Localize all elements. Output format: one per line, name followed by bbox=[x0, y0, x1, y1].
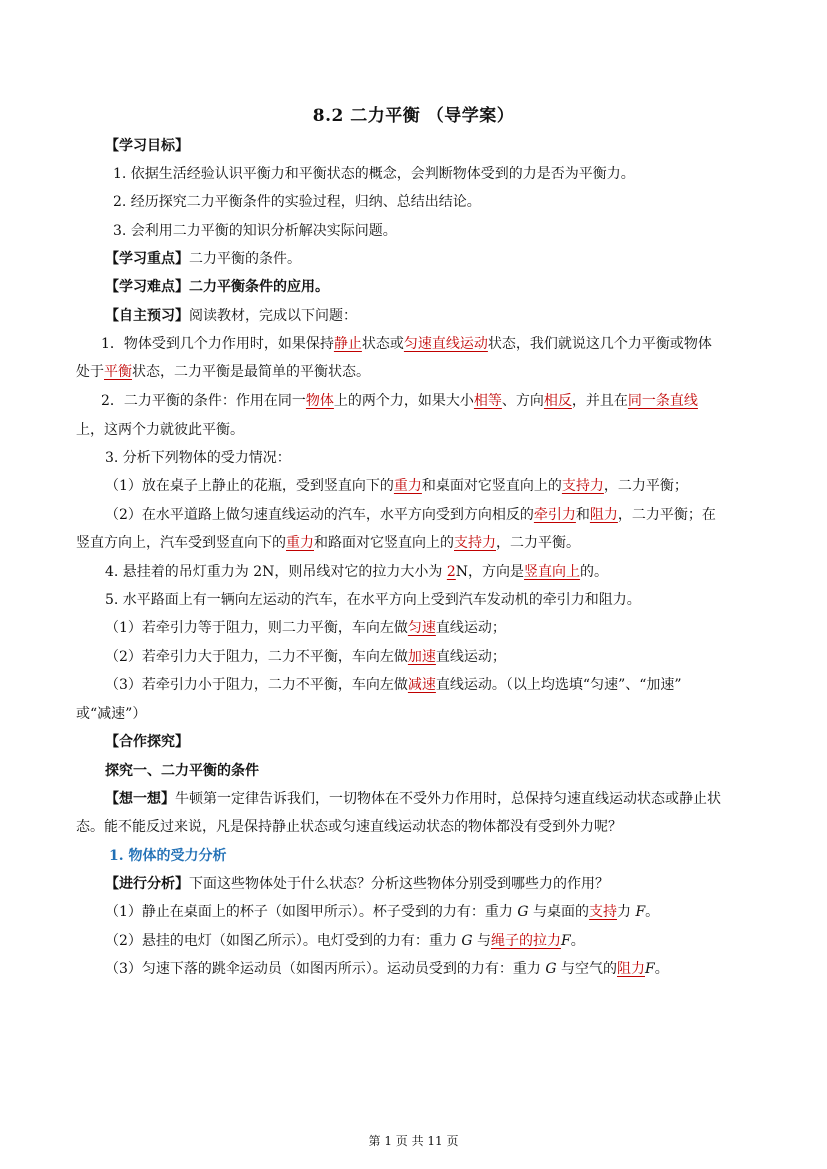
preview-q5-sub3 bbox=[105, 675, 682, 695]
q3-s2-answer-traction: 牵引力 bbox=[533, 507, 576, 523]
think-line1 bbox=[105, 789, 721, 809]
a2-symbol-g: G bbox=[461, 933, 473, 949]
preview-q5-sub2 bbox=[105, 647, 506, 667]
a3-symbol-f: F bbox=[645, 961, 655, 977]
a2-text-d: 。 bbox=[570, 933, 585, 949]
q3-s2-text-e: 和路面对它竖直向上的 bbox=[314, 535, 454, 551]
q1-answer-balance: 平衡 bbox=[104, 364, 132, 380]
q4-answer-direction: 竖直向上 bbox=[524, 564, 581, 580]
q1-text-d: 处于 bbox=[76, 364, 104, 380]
q2-answer-object: 物体 bbox=[305, 393, 334, 409]
key-point bbox=[105, 249, 301, 269]
a3-text-b: 与空气的 bbox=[556, 961, 617, 977]
preview-q3-sub2-line2 bbox=[76, 533, 580, 553]
page-title: 8.2 二力平衡 （导学案） bbox=[312, 106, 515, 126]
q3-s2-answer-resistance: 阻力 bbox=[589, 507, 618, 523]
q3-s2-text-c: ，二力平衡；在 bbox=[617, 507, 716, 523]
a1-text-b: 与桌面的 bbox=[528, 904, 589, 920]
preview-q5-sub1 bbox=[105, 618, 506, 638]
q4-text-a: 4. 悬挂着的吊灯重力为 2N，则吊线对它的拉力大小为 bbox=[105, 564, 447, 580]
analysis-item-2 bbox=[105, 931, 585, 951]
q2-answer-equal: 相等 bbox=[473, 393, 502, 409]
q2-text-d: ，并且在 bbox=[571, 393, 628, 409]
q2-answer-same-line: 同一条直线 bbox=[627, 393, 698, 409]
a3-answer: 阻力 bbox=[617, 961, 645, 977]
q3-s1-answer-support: 支持力 bbox=[561, 478, 604, 494]
preview-q2-line1 bbox=[101, 391, 698, 411]
think-line2: 态。能不能反过来说，凡是保持静止状态或匀速直线运动状态的物体都没有受到外力呢？ bbox=[76, 819, 622, 835]
q2-text-a: 2．二力平衡的条件：作用在同一 bbox=[101, 393, 306, 409]
q2-text-b: 上的两个力，如果大小 bbox=[333, 393, 474, 409]
q3-s2-text-f: ，二力平衡。 bbox=[496, 535, 580, 551]
think-label: 【想一想】 bbox=[105, 791, 175, 807]
cooperate-subheading: 探究一、二力平衡的条件 bbox=[105, 763, 259, 779]
key-point-heading: 【学习重点】 bbox=[105, 251, 189, 267]
analysis-item-1 bbox=[105, 902, 659, 922]
a1-text-d: 。 bbox=[645, 904, 660, 920]
q5-s2-text-a: （2）若牵引力大于阻力，二力不平衡，车向左做 bbox=[105, 649, 408, 665]
preview-heading: 【自主预习】 bbox=[105, 308, 189, 324]
q3-s1-text-b: 和桌面对它竖直向上的 bbox=[421, 478, 562, 494]
q1-answer-static: 静止 bbox=[333, 336, 362, 352]
a3-text-a: （3）匀速下落的跳伞运动员（如图丙所示）。运动员受到的力有：重力 bbox=[105, 961, 546, 977]
q5-s3-text-b: 直线运动。（以上均选填“匀速”、“加速” bbox=[435, 677, 682, 693]
preview-q5-intro: 5. 水平路面上有一辆向左运动的汽车，在水平方向上受到汽车发动机的牵引力和阻力。 bbox=[105, 592, 641, 608]
a2-symbol-f: F bbox=[561, 933, 571, 949]
q2-text-c: 、方向 bbox=[501, 393, 544, 409]
q3-s2-answer-support: 支持力 bbox=[454, 535, 496, 551]
q1-text-c: 状态，我们就说这几个力平衡或物体 bbox=[487, 336, 712, 352]
think-text-a: 牛顿第一定律告诉我们，一切物体在不受外力作用时，总保持匀速直线运动状态或静止状 bbox=[175, 791, 721, 807]
q3-s2-text-d: 竖直方向上，汽车受到竖直向下的 bbox=[76, 535, 286, 551]
page-footer: 第 1 页 共 11 页 bbox=[368, 1134, 459, 1148]
goals-heading: 【学习目标】 bbox=[105, 138, 189, 154]
q1-text-b: 状态或 bbox=[361, 336, 404, 352]
q1-text-e: 状态，二力平衡是最简单的平衡状态。 bbox=[132, 364, 370, 380]
analysis-intro bbox=[105, 874, 609, 894]
q4-answer-value: 2 bbox=[446, 564, 456, 580]
difficulty bbox=[105, 277, 329, 297]
preview-q3-sub2-line1 bbox=[105, 505, 716, 525]
preview-q1-line2 bbox=[76, 362, 370, 382]
a3-text-d: 。 bbox=[654, 961, 669, 977]
preview-intro: 阅读教材，完成以下问题： bbox=[189, 308, 357, 324]
q3-s1-text-c: ，二力平衡； bbox=[603, 478, 688, 494]
q3-s2-text-a: （2）在水平道路上做匀速直线运动的汽车，水平方向受到方向相反的 bbox=[105, 507, 534, 523]
analysis-text: 下面这些物体处于什么状态？分析这些物体分别受到哪些力的作用？ bbox=[189, 876, 609, 892]
preview-q3-intro: 3. 分析下列物体的受力情况： bbox=[105, 450, 291, 466]
analysis-label: 【进行分析】 bbox=[105, 876, 189, 892]
goal-item-3: 3. 会利用二力平衡的知识分析解决实际问题。 bbox=[113, 223, 397, 239]
goal-item-2: 2. 经历探究二力平衡条件的实验过程，归纳、总结出结论。 bbox=[113, 194, 481, 210]
a2-answer: 绳子的拉力 bbox=[491, 933, 561, 949]
a1-symbol-g: G bbox=[517, 904, 529, 920]
a1-symbol-f: F bbox=[635, 904, 646, 920]
q3-s2-text-b: 和 bbox=[575, 507, 590, 523]
preview-q4 bbox=[105, 562, 608, 582]
q3-s2-answer-gravity: 重力 bbox=[286, 535, 314, 551]
preview-q1-line1 bbox=[101, 334, 712, 354]
cooperate-heading: 【合作探究】 bbox=[105, 734, 189, 750]
q3-s1-answer-gravity: 重力 bbox=[393, 478, 422, 494]
a3-symbol-g: G bbox=[545, 961, 557, 977]
goal-item-1: 1. 依据生活经验认识平衡力和平衡状态的概念，会判断物体受到的力是否为平衡力。 bbox=[113, 166, 635, 182]
q1-text-a: 1．物体受到几个力作用时，如果保持 bbox=[101, 336, 334, 352]
q5-s2-text-b: 直线运动； bbox=[435, 649, 506, 665]
analysis-item-3 bbox=[105, 959, 669, 979]
difficulty-heading: 【学习难点】 bbox=[105, 279, 189, 295]
a1-text-a: （1）静止在桌面上的杯子（如图甲所示）。杯子受到的力有：重力 bbox=[105, 904, 518, 920]
q5-s2-answer: 加速 bbox=[407, 649, 436, 665]
q4-text-b: N，方向是 bbox=[455, 564, 525, 580]
q1-answer-uniform-motion: 匀速直线运动 bbox=[403, 336, 488, 352]
preview-q3-sub1 bbox=[105, 476, 688, 496]
q5-s1-text-a: （1）若牵引力等于阻力，则二力平衡，车向左做 bbox=[105, 620, 408, 636]
q5-s1-answer: 匀速 bbox=[407, 620, 436, 636]
q3-s1-text-a: （1）放在桌子上静止的花瓶，受到竖直向下的 bbox=[105, 478, 394, 494]
q5-s1-text-b: 直线运动； bbox=[435, 620, 506, 636]
section-force-analysis: 1. 物体的受力分析 bbox=[109, 848, 227, 864]
preview-q5-sub3-line2: 或“减速”） bbox=[76, 706, 147, 722]
difficulty-text: 二力平衡条件的应用。 bbox=[189, 279, 329, 295]
q5-s3-answer: 减速 bbox=[407, 677, 436, 693]
a2-text-b: 与 bbox=[472, 933, 491, 949]
a2-text-a: （2）悬挂的电灯（如图乙所示）。电灯受到的力有：重力 bbox=[105, 933, 462, 949]
q4-text-c: 的。 bbox=[580, 564, 609, 580]
preview bbox=[105, 306, 357, 326]
a1-text-c: 力 bbox=[617, 904, 636, 920]
a1-answer: 支持 bbox=[589, 904, 617, 920]
preview-q2-line2: 上，这两个力就彼此平衡。 bbox=[76, 422, 244, 438]
q5-s3-text-a: （3）若牵引力小于阻力，二力不平衡，车向左做 bbox=[105, 677, 408, 693]
q2-answer-opposite: 相反 bbox=[543, 393, 572, 409]
key-point-text: 二力平衡的条件。 bbox=[189, 251, 301, 267]
